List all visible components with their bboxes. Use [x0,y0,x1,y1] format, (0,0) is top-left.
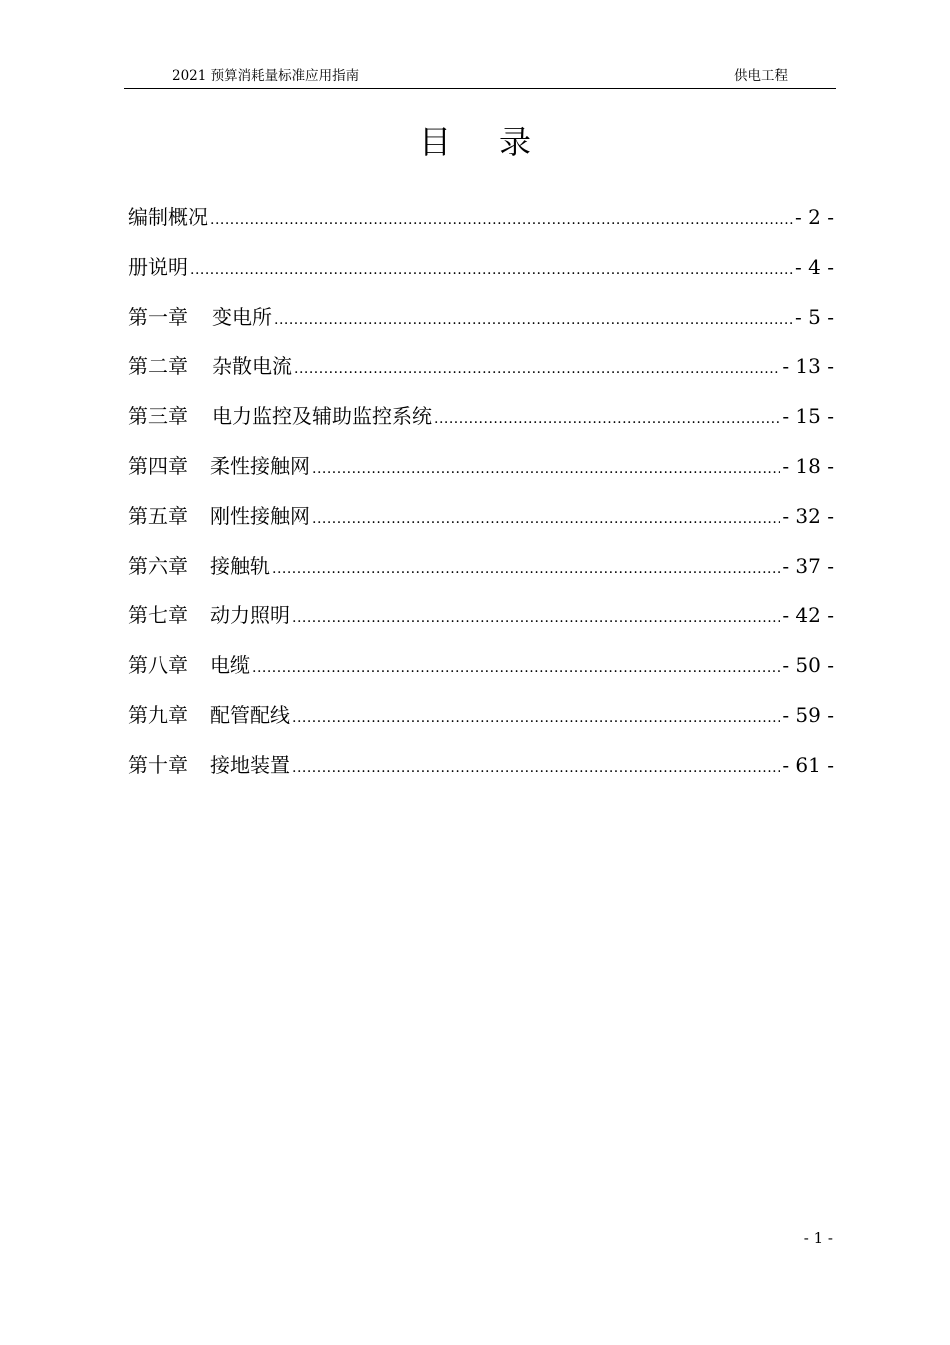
toc-page-number: - 59 - [782,702,834,727]
toc-page-number: - 18 - [782,453,834,478]
toc-entry-chapter-10[interactable] [128,741,834,791]
toc-page-number: - 5 - [795,304,834,329]
toc-entry-chapter-4[interactable] [128,442,834,492]
toc-entry-chapter-7[interactable] [128,591,834,641]
toc-heading: 目录 [418,123,579,161]
toc-entry-chapter-1[interactable] [128,293,834,343]
toc-page-number: - 13 - [782,354,834,379]
toc-chapter-name: 杂散电流 [212,354,292,379]
toc-chapter-number: 第五章 [128,503,188,528]
table-of-contents [128,193,834,791]
dot-leader [292,691,780,744]
toc-chapter-name: 接地装置 [210,752,290,777]
header-document-title: 2021 预算消耗量标准应用指南 [172,68,360,84]
header-section-name: 供电工程 [734,68,788,84]
toc-chapter-number: 第二章 [128,354,188,379]
toc-chapter-name: 电缆 [210,653,250,678]
dot-leader [292,741,780,794]
toc-chapter-name: 电力监控及辅助监控系统 [212,404,432,429]
toc-chapter-name: 刚性接触网 [210,503,310,528]
toc-entry-volume-notes[interactable] [128,243,834,293]
toc-page-number: - 61 - [782,752,834,777]
dot-leader [210,193,793,246]
toc-chapter-name: 接触轨 [210,553,270,578]
dot-leader [190,243,793,296]
toc-entry-chapter-9[interactable] [128,691,834,741]
toc-chapter-number: 第一章 [128,304,188,329]
toc-page-number: - 4 - [795,254,834,279]
toc-page-number: - 32 - [782,503,834,528]
toc-page-number: - 37 - [782,553,834,578]
toc-entry-title: 册说明 [128,254,188,279]
dot-leader [294,342,780,395]
dot-leader [312,442,780,495]
dot-leader [292,591,780,644]
dot-leader [274,293,793,346]
page-number-footer: - 1 - [803,1229,833,1247]
dot-leader [312,492,780,545]
toc-entry-chapter-3[interactable] [128,392,834,442]
toc-chapter-number: 第九章 [128,702,188,727]
toc-chapter-name: 变电所 [212,304,272,329]
toc-page-number: - 15 - [782,404,834,429]
toc-entry-chapter-6[interactable] [128,542,834,592]
toc-page-number: - 2 - [795,205,834,229]
running-header [124,64,836,89]
dot-leader [252,641,780,694]
toc-entry-chapter-2[interactable] [128,342,834,392]
toc-entry-chapter-8[interactable] [128,641,834,691]
toc-chapter-name: 动力照明 [210,603,290,628]
toc-entry-overview[interactable] [128,193,834,243]
toc-page-number: - 50 - [782,653,834,678]
dot-leader [434,392,780,445]
toc-page-number: - 42 - [782,603,834,628]
toc-chapter-number: 第三章 [128,404,188,429]
toc-entry-chapter-5[interactable] [128,492,834,542]
toc-chapter-number: 第四章 [128,453,188,478]
toc-chapter-number: 第八章 [128,653,188,678]
toc-entry-title: 编制概况 [128,205,208,229]
toc-chapter-name: 柔性接触网 [210,453,310,478]
toc-chapter-name: 配管配线 [210,702,290,727]
dot-leader [272,542,780,595]
toc-chapter-number: 第七章 [128,603,188,628]
toc-chapter-number: 第十章 [128,752,188,777]
toc-chapter-number: 第六章 [128,553,188,578]
